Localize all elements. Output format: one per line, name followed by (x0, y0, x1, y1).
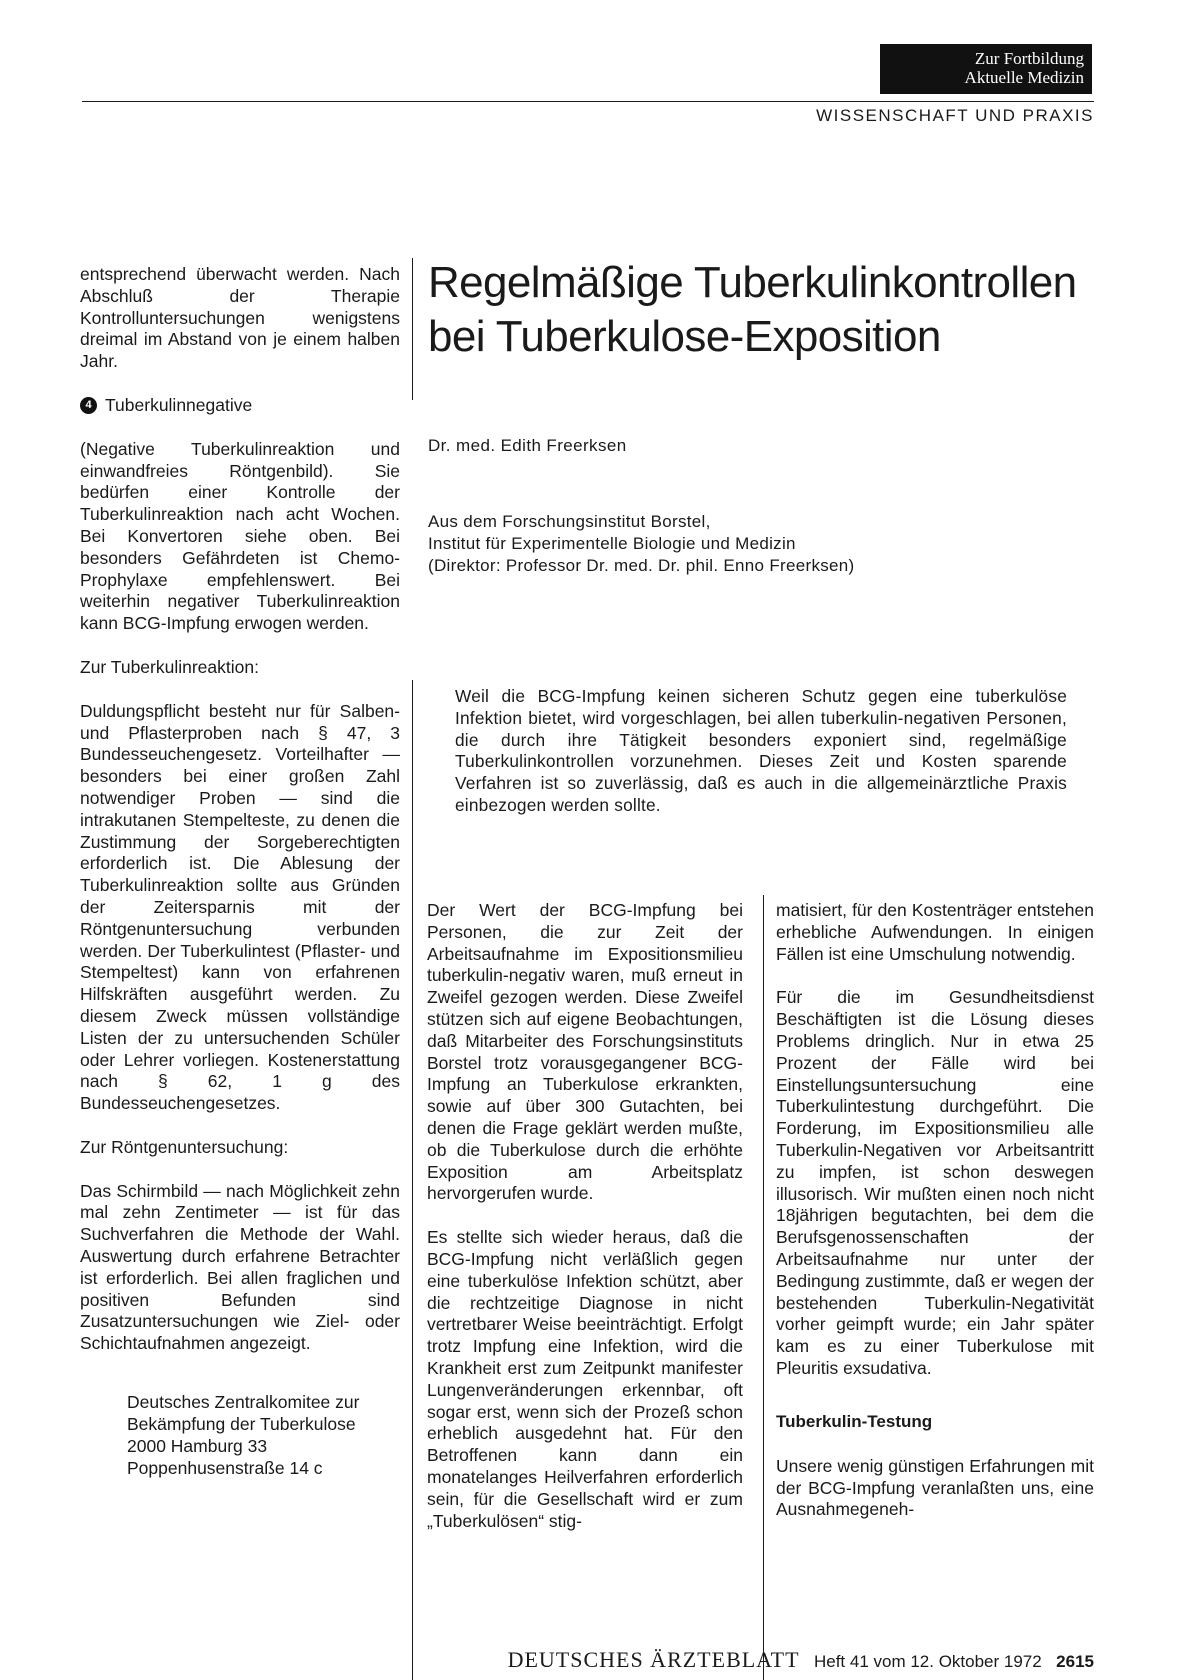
section-tag (880, 44, 1092, 94)
tuberkulinreaktion-paragraph: Duldungspflicht besteht nur für Salben- und Pflasterproben nach § 47, 3 Bundesseuchengesetz. Vorteilhafter — besonders bei einer großen Zahl notwendiger Proben — sind die intrakutanen Stempelteste, zu denen die Zustimmung der Sorgeberechtigten erforderlich ist. Die Ablesung der Tuberkulinreaktion sollte aus Gründen der Zeitersparnis mit der Röntgenuntersuchung verbunden werden. Der Tuberkulintest (Pflaster- und Stempeltest) kann von erfahrenen Hilfskräften ausgeführt werden. Zu diesem Zweck müssen vollständige Listen der zu untersuchenden Schüler oder Lehrer vorliegen. Kostenerstattung nach § 62, 1 g des Bundesseuchengesetzes. (80, 700, 400, 1114)
affiliation (428, 511, 855, 577)
left-intro-paragraph: entsprechend überwacht werden. Nach Abschluß der Therapie Kontrolluntersuchungen wenigstens dreimal im Abstand von je einem halben Jahr. (80, 264, 400, 372)
item-number-badge: 4 (80, 397, 97, 414)
article-title-line2: bei Tuberkulose-Exposition (428, 312, 941, 361)
section-label: WISSENSCHAFT UND PRAXIS (816, 106, 1094, 125)
numbered-item (80, 395, 400, 417)
address-line: Bekämpfung der Tuberkulose (127, 1414, 356, 1435)
column-divider-left (412, 680, 413, 1680)
section-tag-line2: Aktuelle Medizin (964, 68, 1084, 87)
affiliation-line: (Direktor: Professor Dr. med. Dr. phil. Enno Freerksen) (428, 556, 855, 575)
issue-info: Heft 41 vom 12. Oktober 1972 (813, 1652, 1042, 1671)
article-title (428, 256, 1108, 364)
subheading-tuberkulinreaktion: Zur Tuberkulinreaktion: (80, 656, 259, 677)
item-title: Tuberkulinnegative (105, 394, 253, 415)
roentgen-paragraph: Das Schirmbild — nach Möglichkeit zehn mal zehn Zentimeter — ist für das Suchverfahren die Methode der Wahl. Auswertung durch erfahrene Betrachter ist erforderlich. Bei allen fraglichen und positiven Befunden sind Zusatzuntersuchungen wie Ziel- oder Schichtaufnahmen angezeigt. (80, 1180, 400, 1354)
subheading-roentgen: Zur Röntgenuntersuchung: (80, 1136, 289, 1157)
author-name: Dr. med. Edith Freerksen (428, 436, 627, 455)
address-block (80, 1391, 400, 1479)
section-tag-line1: Zur Fortbildung (974, 49, 1084, 68)
page-footer (0, 1647, 1094, 1673)
journal-name: DEUTSCHES ÄRZTEBLATT (507, 1647, 800, 1672)
body-paragraph: matisiert, für den Kostenträger entstehen erhebliche Aufwendungen. In einigen Fällen ist eine Umschulung notwendig. (776, 900, 1094, 964)
item-paragraph: (Negative Tuberkulinreaktion und einwandfreies Röntgenbild). Sie bedürfen einer Kontrolle der Tuberkulinreaktion nach acht Wochen. Bei Konvertoren siehe oben. Bei besonders Gefährdeten ist Chemo-Prophylaxe empfehlenswert. Bei weiterhin negativer Tuberkulinreaktion kann BCG-Impfung erwogen werden. (80, 438, 400, 634)
affiliation-line: Aus dem Forschungsinstitut Borstel, (428, 512, 711, 531)
body-paragraph: Es stellte sich wieder heraus, daß die BCG-Impfung nicht verläßlich gegen eine tuberkulöse Infektion schützt, aber die rechtzeitige Diagnose in nicht vertretbarer Weise beeinträchtigt. Erfolgt trotz Impfung eine Infektion, wird die Krankheit erst zum Zeitpunkt manifester Lungenveränderungen erkennbar, oft sogar erst, wenn sich der Prozeß schon erheblich ausgedehnt hat. Für den Betroffenen kann dann ein monatelanges Heilverfahren erforderlich sein, für die Gesellschaft wird er zum „Tuberkulösen“ stig- (427, 1227, 743, 1531)
affiliation-line: Institut für Experimentelle Biologie und Medizin (428, 534, 796, 553)
column-divider-top (412, 258, 413, 400)
middle-column (427, 900, 743, 1554)
address-line: Deutsches Zentralkomitee zur (127, 1392, 360, 1413)
address-line: Poppenhusenstraße 14 c (127, 1458, 323, 1479)
address-line: 2000 Hamburg 33 (127, 1436, 268, 1457)
body-paragraph: Der Wert der BCG-Impfung bei Personen, die zur Zeit der Arbeitsaufnahme im Expositionsmilieu tuberkulin-negativ waren, muß erneut in Zweifel gezogen werden. Diese Zweifel stützen sich auf eigene Beobachtungen, daß Mitarbeiter des Forschungsinstituts Borstel trotz vorausgegangener BCG-Impfung an Tuberkulose erkrankten, sowie auf über 300 Gutachten, bei denen die Frage geklärt werden mußte, ob die Tuberkulose durch die erhöhte Exposition am Arbeitsplatz hervorgerufen wurde. (427, 900, 743, 1204)
body-paragraph: Für die im Gesundheitsdienst Beschäftigten ist die Lösung dieses Problems dringlich. Nur in etwa 25 Prozent der Fälle wird bei Einstellungsuntersuchung eine Tuberkulintestung durchgeführt. Die Forderung, im Expositionsmilieu alle Tuberkulin-Negativen vor Arbeitsantritt zu impfen, ist schon deswegen illusorisch. Wir mußten einen noch nicht 18jährigen begutachten, bei dem die Berufsgenossenschaften der Arbeitsaufnahme nur unter der Bedingung zustimmte, daß er wegen der bestehenden Tuberkulin-Negativität vorher geimpft wurde; ein Jahr später kam es zu einer Tuberkulose mit Pleuritis exsudativa. (776, 987, 1094, 1378)
page-number: 2615 (1056, 1652, 1094, 1671)
left-column (80, 264, 400, 1479)
body-paragraph: Unsere wenig günstigen Erfahrungen mit der BCG-Impfung veranlaßten uns, eine Ausnahmegeneh- (776, 1455, 1094, 1520)
article-title-line1: Regelmäßige Tuberkulinkontrollen (428, 258, 1077, 307)
header-rule (82, 101, 1094, 102)
column-divider-right (763, 895, 764, 1680)
right-column (776, 900, 1094, 1543)
section-heading: Tuberkulin-Testung (776, 1411, 933, 1431)
abstract: Weil die BCG-Impfung keinen sicheren Schutz gegen eine tuberkulöse Infektion bietet, wird vorgeschlagen, bei allen tuberkulin-negativen Personen, die durch ihre Tätigkeit besonders exponiert sind, regelmäßige Tuberkulinkontrollen vorzunehmen. Dieses Zeit und Kosten sparende Verfahren ist so zuverlässig, daß es auch in die allgemeinärztliche Praxis einbezogen werden sollte. (455, 686, 1067, 815)
